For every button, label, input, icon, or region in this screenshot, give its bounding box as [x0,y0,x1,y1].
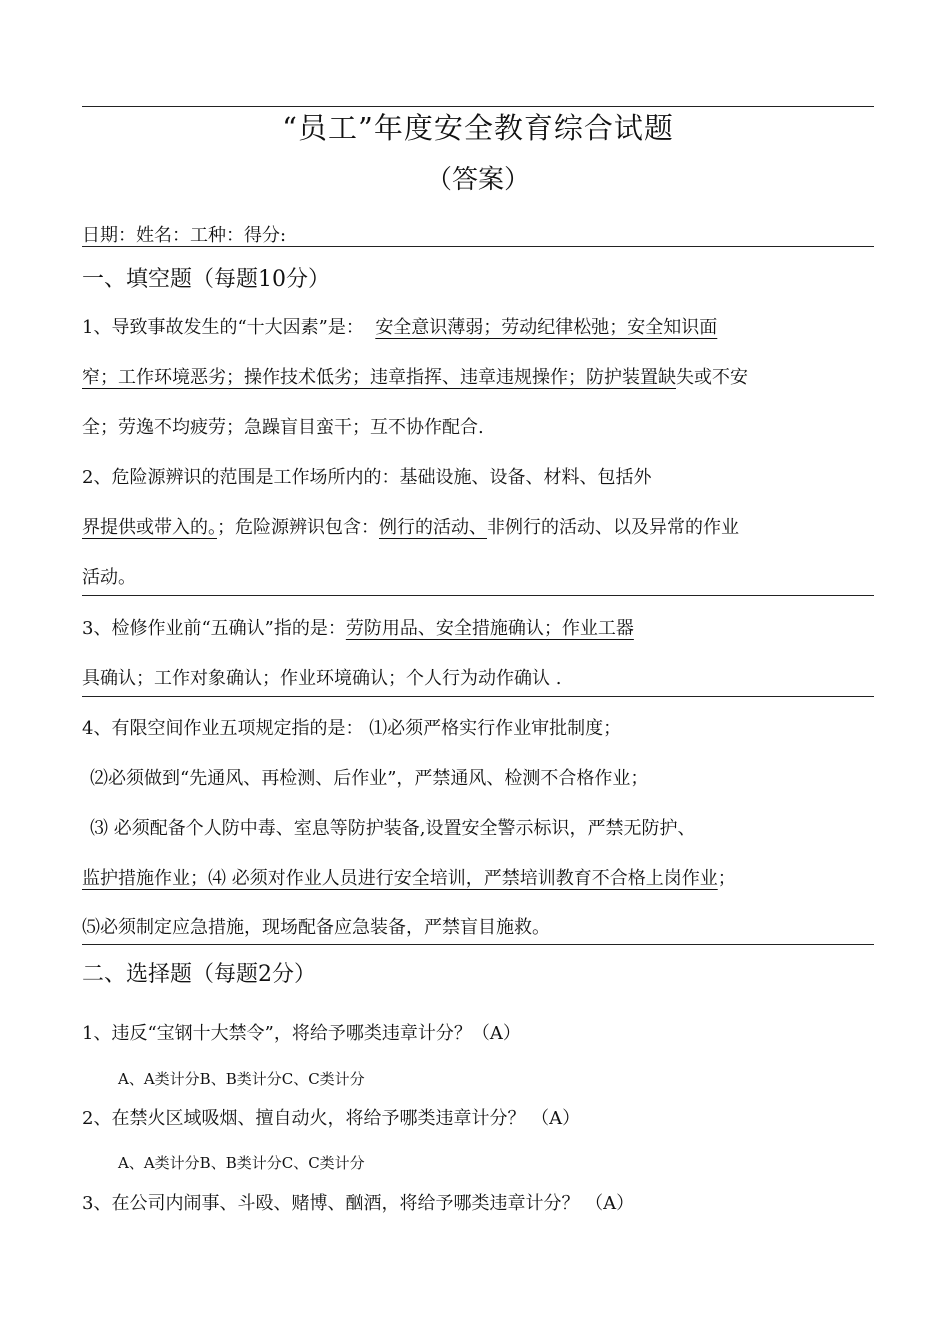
section1-heading: 一、填空题（每题10分） [82,267,330,292]
top-rule [82,106,874,107]
s2-q3: 3、在公司内闹事、斗殴、赌博、酗酒，将给予哪类违章计分？ （A） [82,1193,635,1214]
s2-q2-options: A、A类计分B、B类计分C、C类计分 [118,1154,365,1172]
s1-q3-line1 [82,614,882,644]
s1-q3-text: 3、检修作业前“五确认”指的是： [82,618,346,639]
s1-q3-answer: 劳防用品、安全措施确认；作业工器 [345,618,634,639]
s1-q4-line4 [82,864,882,894]
s1-q4-line2: ⑵必须做到“先通风、再检测、后作业”，严禁通风、检测不合格作业； [90,768,649,789]
s1-q1-answer-cont: 窄；工作环境恶劣；操作技术低劣；违章指挥、违章违规操作；防护装置缺 [82,367,676,388]
s1-q1-line1 [82,313,882,343]
s1-q4-line5: ⑸必须制定应急措施，现场配备应急装备，严禁盲目施救。 [82,917,550,938]
s1-q1-text-cont: 失或不安 [676,367,748,388]
document-title: “员工”年度安全教育综合试题 [282,111,674,145]
section1-end-rule [82,944,874,945]
s1-q4-answer: 监护措施作业；⑷ 必须对作业人员进行安全培训，严禁培训教育不合格上岗作业 [82,868,718,889]
s1-q1-answer: 安全意识薄弱；劳动纪律松弛；安全知识面 [375,317,718,338]
s1-q1-line3: 全；劳逸不均疲劳；急躁盲目蛮干；互不协作配合. [82,417,484,438]
s1-q2-text-b: 非例行的活动、以及异常的作业 [487,517,739,538]
exam-page [82,0,874,1344]
s2-q2: 2、在禁火区域吸烟、擅自动火，将给予哪类违章计分？ （A） [82,1108,581,1129]
s1-q4-line1: 4、有限空间作业五项规定指的是： ⑴必须严格实行作业审批制度； [82,718,622,739]
s1-q4-line3: ⑶ 必须配备个人防中毒、室息等防护装备,设置安全警示标识，严禁无防护、 [90,818,696,839]
s1-q4-text: ； [717,868,736,889]
s1-q3-line2: 具确认；工作对象确认；作业环境确认；个人行为动作确认 . [82,668,562,689]
header-fields: 日期：姓名：工种：得分: [82,225,287,246]
document-subtitle: （答案） [425,165,530,195]
s1-q2-answer-a: 界提供或带入的。 [82,517,217,538]
q3-rule [82,696,874,697]
s1-q2-line3: 活动。 [82,567,136,588]
s1-q1-line2 [82,363,882,393]
header-rule [82,246,874,247]
s1-q2-text-a: ；危险源辨识包含： [217,517,379,538]
q2-rule [82,595,874,596]
s2-q1: 1、违反“宝钢十大禁令”，将给予哪类违章计分？（A） [82,1023,521,1044]
s1-q2-line1: 2、危险源辨识的范围是工作场所内的：基础设施、设备、材料、包括外 [82,467,652,488]
s1-q2-answer-b: 例行的活动、 [379,517,487,538]
s2-q1-options: A、A类计分B、B类计分C、C类计分 [118,1070,365,1088]
section2-heading: 二、选择题（每题2分） [82,962,316,987]
s1-q1-text: 1、导致事故发生的“十大因素”是： [82,317,364,338]
s1-q2-line2 [82,513,882,543]
